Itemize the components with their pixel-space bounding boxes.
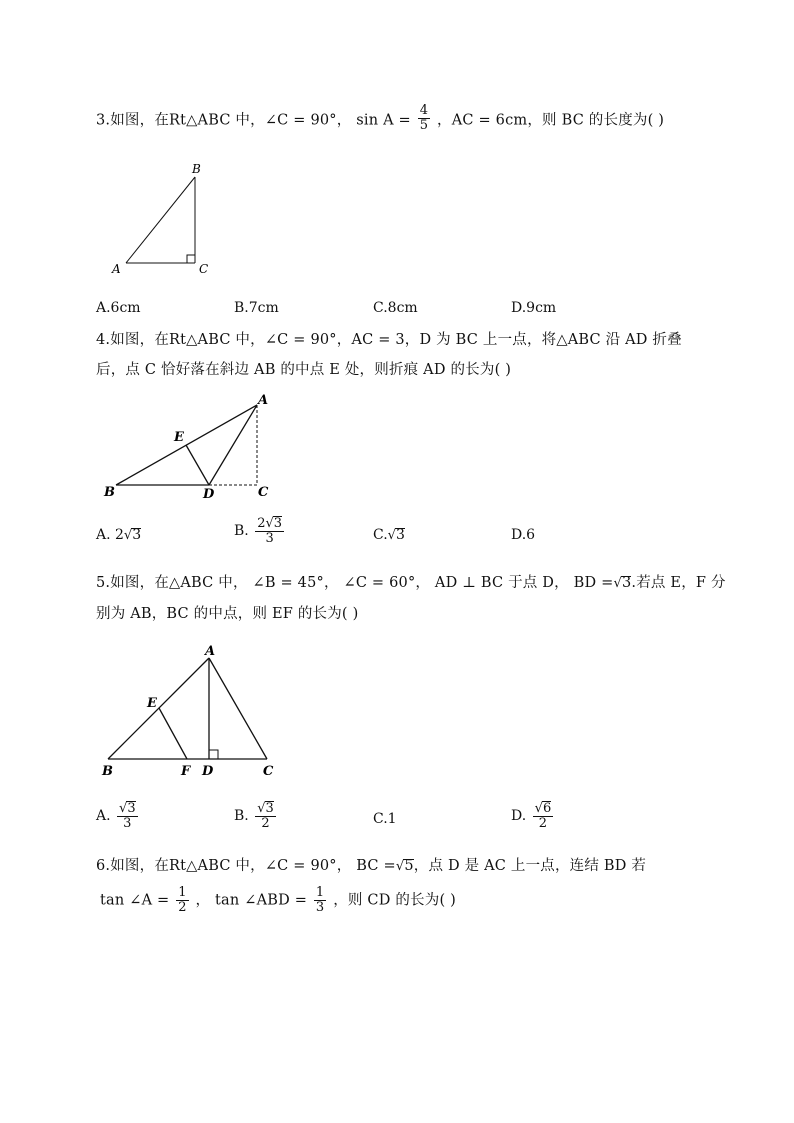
q5-label-d: D (202, 764, 214, 779)
q3-option-a[interactable]: A.6cm (96, 300, 141, 316)
q5-option-a-denominator: 3 (123, 816, 132, 831)
q3-label-c: C (199, 262, 209, 276)
q5-option-a-label: A. (96, 808, 111, 824)
q5-label-c: C (263, 764, 274, 779)
q4-option-b-numerator (255, 516, 284, 532)
q6-tanABD-label: ， tan ∠ABD = (195, 892, 308, 909)
q3-sinA-numerator: 4 (419, 103, 429, 118)
q5-option-d-radicand: 6 (542, 801, 552, 816)
q5-option-d-label: D. (511, 808, 527, 824)
q5-option-b-label: B. (234, 808, 249, 824)
q5-stem-line2: 别为 AB，BC 的中点，则 EF 的长为( ) (96, 606, 359, 622)
radical-icon: √ (395, 859, 405, 874)
q6-tanA-denominator: 2 (178, 900, 187, 915)
q5-figure (96, 638, 286, 783)
q4-option-a-label: A. 2 (96, 527, 124, 543)
q5-label-a: A (205, 644, 216, 659)
radical-icon: √ (257, 801, 266, 816)
q6-stem-suffix: ，点 D 是 AC 上一点，连结 BD 若 (413, 858, 647, 874)
q6-tanABD-fraction (314, 886, 326, 915)
q6-stem-line1 (96, 854, 646, 875)
q3-option-b[interactable]: B.7cm (234, 300, 279, 316)
q4-option-b-coef: 2 (257, 516, 266, 531)
q3-label-a: A (112, 262, 121, 276)
q4-option-c[interactable] (373, 527, 405, 543)
q4-figure (96, 388, 286, 506)
radical-icon: √ (123, 528, 133, 543)
q6-tanA-fraction (176, 886, 188, 915)
q6-tanA-numerator: 1 (178, 885, 187, 900)
q3-option-d[interactable]: D.9cm (511, 300, 557, 316)
radical-icon: √ (265, 516, 274, 531)
q4-option-b-radicand: 3 (273, 516, 283, 531)
q3-stem-suffix: ，AC = 6cm，则 BC 的长度为( ) (437, 112, 665, 129)
q5-option-b-denominator: 2 (261, 816, 270, 831)
q3-sinA-denominator: 5 (419, 118, 429, 133)
q4-label-e: E (174, 430, 184, 445)
q4-option-c-radicand: 3 (395, 527, 405, 543)
q5-label-b: B (102, 764, 113, 779)
radical-icon: √ (534, 801, 543, 816)
q5-option-a-radicand: 3 (127, 801, 136, 816)
q5-option-a[interactable] (96, 801, 140, 831)
q5-label-f: F (181, 764, 191, 779)
radical-icon: √ (387, 528, 396, 543)
q4-label-b: B (104, 485, 115, 500)
q6-bc-radicand: 5 (404, 858, 414, 874)
q4-stem-line2: 后，点 C 恰好落在斜边 AB 的中点 E 处，则折痕 AD 的长为( ) (96, 362, 512, 378)
q4-option-b[interactable] (234, 516, 286, 546)
q5-option-d-fraction (533, 801, 554, 831)
q5-option-b[interactable] (234, 801, 278, 831)
q5-option-b-radicand: 3 (265, 801, 274, 816)
q6-stem-suffix-2: ，则 CD 的长为( ) (333, 892, 456, 909)
q3-option-c[interactable]: C.8cm (373, 300, 418, 316)
q4-stem-line1: 4.如图，在Rt△ABC 中，∠C = 90°，AC = 3，D 为 BC 上一点，将△ABC 沿 AD 折叠 (96, 332, 682, 348)
q5-option-b-fraction (255, 801, 276, 831)
q6-tanABD-denominator: 3 (315, 900, 325, 915)
q4-label-d: D (203, 487, 215, 502)
q6-tanA-label: tan ∠A = (100, 892, 170, 909)
q5-option-d[interactable] (511, 801, 555, 831)
q5-option-b-numerator (255, 801, 276, 817)
q4-option-b-fraction (255, 516, 284, 546)
q3-figure (100, 155, 230, 280)
q5-option-c[interactable]: C.1 (373, 811, 397, 827)
q4-label-a: A (258, 393, 269, 408)
q4-option-d[interactable]: D.6 (511, 527, 536, 543)
q5-stem-prefix: 5.如图，在△ABC 中， ∠B = 45°， ∠C = 60°， AD ⊥ BC 于点 D， BD = (96, 575, 614, 591)
q3-sinA-fraction (418, 104, 430, 133)
q5-bd-radicand: 3 (621, 575, 632, 591)
q6-stem-prefix: 6.如图，在Rt△ABC 中，∠C = 90°， BC = (96, 858, 396, 874)
q4-label-c: C (258, 485, 269, 500)
q3-stem-prefix: 3.如图，在Rt△ABC 中，∠C = 90°， sin A = (96, 112, 411, 129)
q5-label-e: E (147, 696, 157, 711)
radical-icon: √ (613, 576, 622, 591)
q6-tanABD-numerator: 1 (315, 885, 325, 900)
q5-stem-suffix: .若点 E，F 分 (631, 575, 726, 591)
q5-stem-line1 (96, 571, 726, 592)
q3-stem (96, 103, 665, 135)
q5-option-d-numerator (533, 801, 554, 817)
q5-option-a-fraction (117, 801, 138, 831)
q4-option-b-label: B. (234, 523, 249, 539)
q4-option-c-label: C. (373, 527, 388, 543)
q4-option-b-denominator: 3 (265, 531, 274, 546)
q4-option-a-radicand: 3 (132, 527, 142, 543)
q3-label-b: B (192, 162, 201, 176)
radical-icon: √ (119, 801, 128, 816)
q4-option-a[interactable] (96, 527, 141, 543)
q5-option-d-denominator: 2 (538, 816, 548, 831)
q5-option-a-numerator (117, 801, 138, 817)
q6-stem-line2 (100, 886, 456, 915)
